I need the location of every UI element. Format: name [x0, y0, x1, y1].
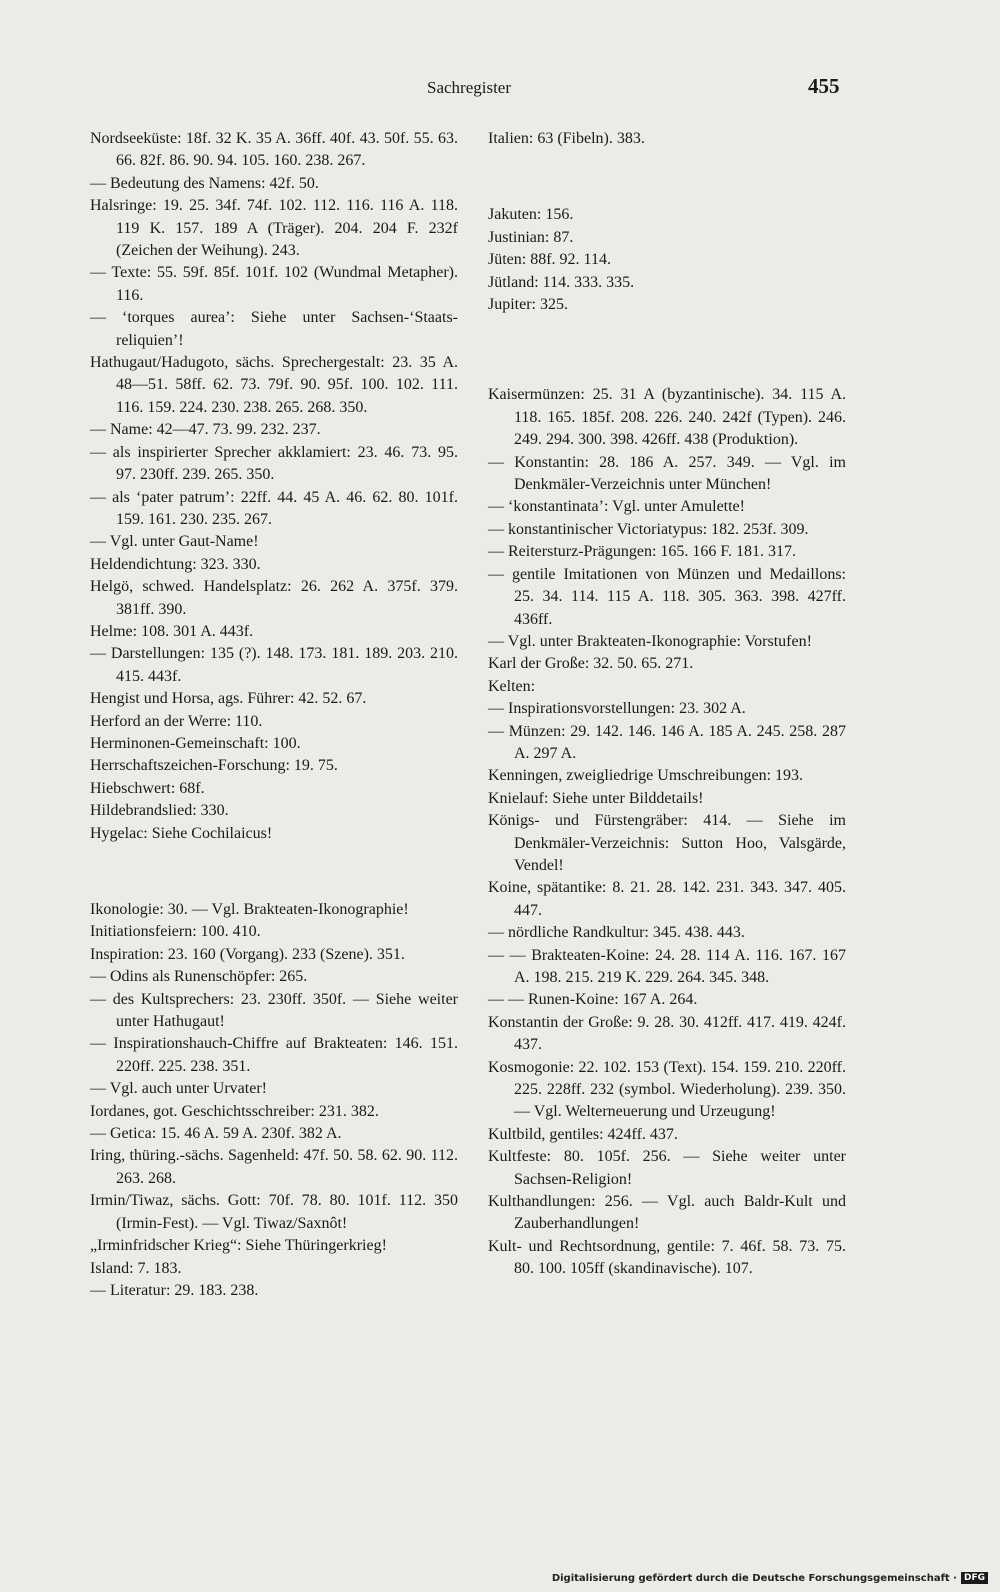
- index-entry: Jupiter: 325.: [488, 296, 568, 314]
- index-entry: Jakuten: 156.: [488, 206, 574, 224]
- index-entry: Kosmogonie: 22. 102. 153 (Text). 154. 159. 210. 220ff. 225. 228ff. 232 (symbol. Wiederholung). 239. 350. — Vgl. Welterneuerung und Urzeugung!: [488, 1058, 846, 1121]
- index-entry: Herminonen-Gemeinschaft: 100.: [90, 734, 301, 752]
- index-entry: — Reitersturz-Prägungen: 165. 166 F. 181. 317.: [488, 543, 797, 561]
- index-entry: — Bedeutung des Namens: 42f. 50.: [90, 174, 319, 192]
- index-entry: Koine, spätantike: 8. 21. 28. 142. 231. 343. 347. 405. 447.: [488, 879, 846, 919]
- index-entry: — Vgl. auch unter Urvater!: [90, 1080, 267, 1098]
- index-entry: Hildebrandslied: 330.: [90, 802, 229, 820]
- index-entry: — des Kultsprechers: 23. 230ff. 350f. — Siehe weiter unter Hathugaut!: [90, 990, 458, 1031]
- index-entry: — Münzen: 29. 142. 146. 146 A. 185 A. 245. 258. 287 A. 297 A.: [488, 722, 846, 762]
- index-entry: Herrschaftszeichen-Forschung: 19. 75.: [90, 757, 338, 775]
- index-entry: Kultfeste: 80. 105f. 256. — Siehe weiter unter Sachsen-Religion!: [488, 1148, 846, 1188]
- section-gap: [90, 861, 458, 883]
- index-column-left: [90, 128, 458, 1302]
- index-entry: — Inspirationsvorstellungen: 23. 302 A.: [488, 700, 746, 718]
- index-entry: — — Brakteaten-Koine: 24. 28. 114 A. 116. 167. 167 A. 198. 215. 219 K. 229. 264. 345. 348.: [488, 946, 846, 986]
- index-entry: Inspiration: 23. 160 (Vorgang). 233 (Szene). 351.: [90, 945, 405, 963]
- index-entry: — Name: 42—47. 73. 99. 232. 237.: [90, 421, 321, 439]
- footer-credit: [552, 1572, 988, 1584]
- index-entry: Ikonologie: 30. — Vgl. Brakteaten-Ikonographie!: [90, 901, 409, 918]
- index-entry: — gentile Imitationen von Münzen und Medaillons: 25. 34. 114. 115 A. 118. 305. 363. 398. 427ff. 436ff.: [488, 565, 846, 628]
- index-entry: Island: 7. 183.: [90, 1259, 182, 1277]
- index-entry: Herford an der Werre: 110.: [90, 712, 263, 730]
- index-entry: Kult- und Rechtsordnung, gentile: 7. 46f. 58. 73. 75. 80. 100. 105ff (skandinavische). 107.: [488, 1237, 846, 1278]
- index-entry: — Odins als Runenschöpfer: 265.: [90, 968, 308, 986]
- index-entry: Justinian: 87.: [488, 228, 574, 246]
- section-gap: [488, 332, 846, 368]
- index-entry: Kultbild, gentiles: 424ff. 437.: [488, 1125, 678, 1143]
- index-entry: Irmin/Tiwaz, sächs. Gott: 70f. 78. 80. 101f. 112. 350 (Irmin-Fest). — Vgl. Tiwaz/Saxnôt!: [90, 1192, 458, 1232]
- index-entry: Kulthandlungen: 256. — Vgl. auch Baldr-Kult und Zauberhandlungen!: [488, 1193, 846, 1233]
- index-entry: — Inspirationshauch-Chiffre auf Brakteaten: 146. 151. 220ff. 225. 238. 351.: [90, 1035, 458, 1075]
- index-entry: — Literatur: 29. 183. 238.: [90, 1281, 259, 1299]
- index-entry: Halsringe: 19. 25. 34f. 74f. 102. 112. 116. 116 A. 118. 119 K. 157. 189 A (Träger). 204. 204 F. 232f (Zeichen der Weihung). 243.: [90, 197, 458, 260]
- index-entry: — Vgl. unter Gaut-Name!: [90, 533, 259, 551]
- index-entry: Kenningen, zweigliedrige Umschreibungen: 193.: [488, 767, 804, 785]
- index-entry: — Vgl. unter Brakteaten-Ikonographie: Vorstufen!: [488, 632, 812, 650]
- index-entry: Königs- und Fürstengräber: 414. — Siehe im Denkmäler-Verzeichnis: Sutton Hoo, Valsgärde, Vendel!: [488, 812, 846, 874]
- index-entry: Iordanes, got. Geschichtsschreiber: 231. 382.: [90, 1102, 379, 1120]
- index-entry: Hengist und Horsa, ags. Führer: 42. 52. 67.: [90, 690, 367, 708]
- index-entry: — Getica: 15. 46 A. 59 A. 230f. 382 A.: [90, 1125, 342, 1143]
- index-entry: Hygelac: Siehe Cochilaicus!: [90, 824, 273, 842]
- index-entry: Initiationsfeiern: 100. 410.: [90, 923, 261, 941]
- index-entry: Kelten:: [488, 677, 536, 695]
- index-entry: Heldendichtung: 323. 330.: [90, 555, 261, 573]
- index-entry: Helgö, schwed. Handelsplatz: 26. 262 A. 375f. 379. 381ff. 390.: [90, 578, 458, 618]
- index-entry: Karl der Große: 32. 50. 65. 271.: [488, 655, 694, 673]
- index-entry: Konstantin der Große: 9. 28. 30. 412ff. 417. 419. 424f. 437.: [488, 1013, 846, 1054]
- dfg-logo: DFG: [961, 1572, 988, 1584]
- index-entry: Jüten: 88f. 92. 114.: [488, 251, 611, 269]
- index-entry: — nördliche Randkultur: 345. 438. 443.: [488, 924, 745, 942]
- page-number: 455: [808, 74, 840, 98]
- index-entry: Nordseeküste: 18f. 32 K. 35 A. 36ff. 40f. 43. 50f. 55. 63. 66. 82f. 86. 90. 94. 105. 160. 238. 267.: [90, 130, 458, 170]
- footer-text: Digitalisierung gefördert durch die Deutsche Forschungsgemeinschaft ·: [551, 1572, 957, 1584]
- index-entry: Iring, thüring.-sächs. Sagenheld: 47f. 50. 58. 62. 90. 112. 263. 268.: [90, 1147, 458, 1187]
- index-entry: — konstantinischer Victoriatypus: 182. 253f. 309.: [488, 520, 809, 538]
- index-entry: — Darstellungen: 135 (?). 148. 173. 181. 189. 203. 210. 415. 443f.: [90, 645, 458, 685]
- section-gap: [488, 166, 846, 188]
- index-column-right: [488, 128, 846, 1281]
- index-entry: — Konstantin: 28. 186 A. 257. 349. — Vgl. im Denkmäler-Verzeichnis unter München!: [488, 453, 846, 494]
- running-header: Sachregister: [426, 78, 512, 97]
- index-entry: Helme: 108. 301 A. 443f.: [90, 622, 254, 640]
- index-entry: Hiebschwert: 68f.: [90, 779, 205, 797]
- index-entry: — als inspirierter Sprecher akklamiert: 23. 46. 73. 95. 97. 230ff. 239. 265. 350.: [90, 443, 458, 484]
- index-entry: — Texte: 55. 59f. 85f. 101f. 102 (Wundmal Metapher). 116.: [90, 264, 458, 304]
- index-entry: Jütland: 114. 333. 335.: [488, 273, 635, 291]
- index-entry: Knielauf: Siehe unter Bilddetails!: [488, 789, 704, 807]
- index-entry: — ‘konstantinata’: Vgl. unter Amulette!: [488, 498, 745, 516]
- index-entry: Italien: 63 (Fibeln). 383.: [488, 130, 645, 147]
- index-entry: Hathugaut/Hadugoto, sächs. Sprechergestalt: 23. 35 A. 48—51. 58ff. 62. 73. 79f. 90. 95f. 100. 102. 111. 116. 159. 224. 230. 238. 265. 268. 350.: [90, 354, 458, 416]
- index-entry: — als ‘pater patrum’: 22ff. 44. 45 A. 46. 62. 80. 101f. 159. 161. 230. 235. 267.: [90, 488, 458, 528]
- index-entry: „Irminfridscher Krieg“: Siehe Thüringerkrieg!: [90, 1237, 387, 1255]
- index-entry: — ‘torques aurea’: Siehe unter Sachsen-‘Staats-reliquien’!: [90, 309, 458, 349]
- index-entry: — — Runen-Koine: 167 A. 264.: [488, 991, 698, 1009]
- index-entry: Kaisermünzen: 25. 31 A (byzantinische). 34. 115 A. 118. 165. 185f. 208. 226. 240. 242f (Typen). 246. 249. 294. 300. 398. 426ff. 438 (Produktion).: [488, 386, 846, 449]
